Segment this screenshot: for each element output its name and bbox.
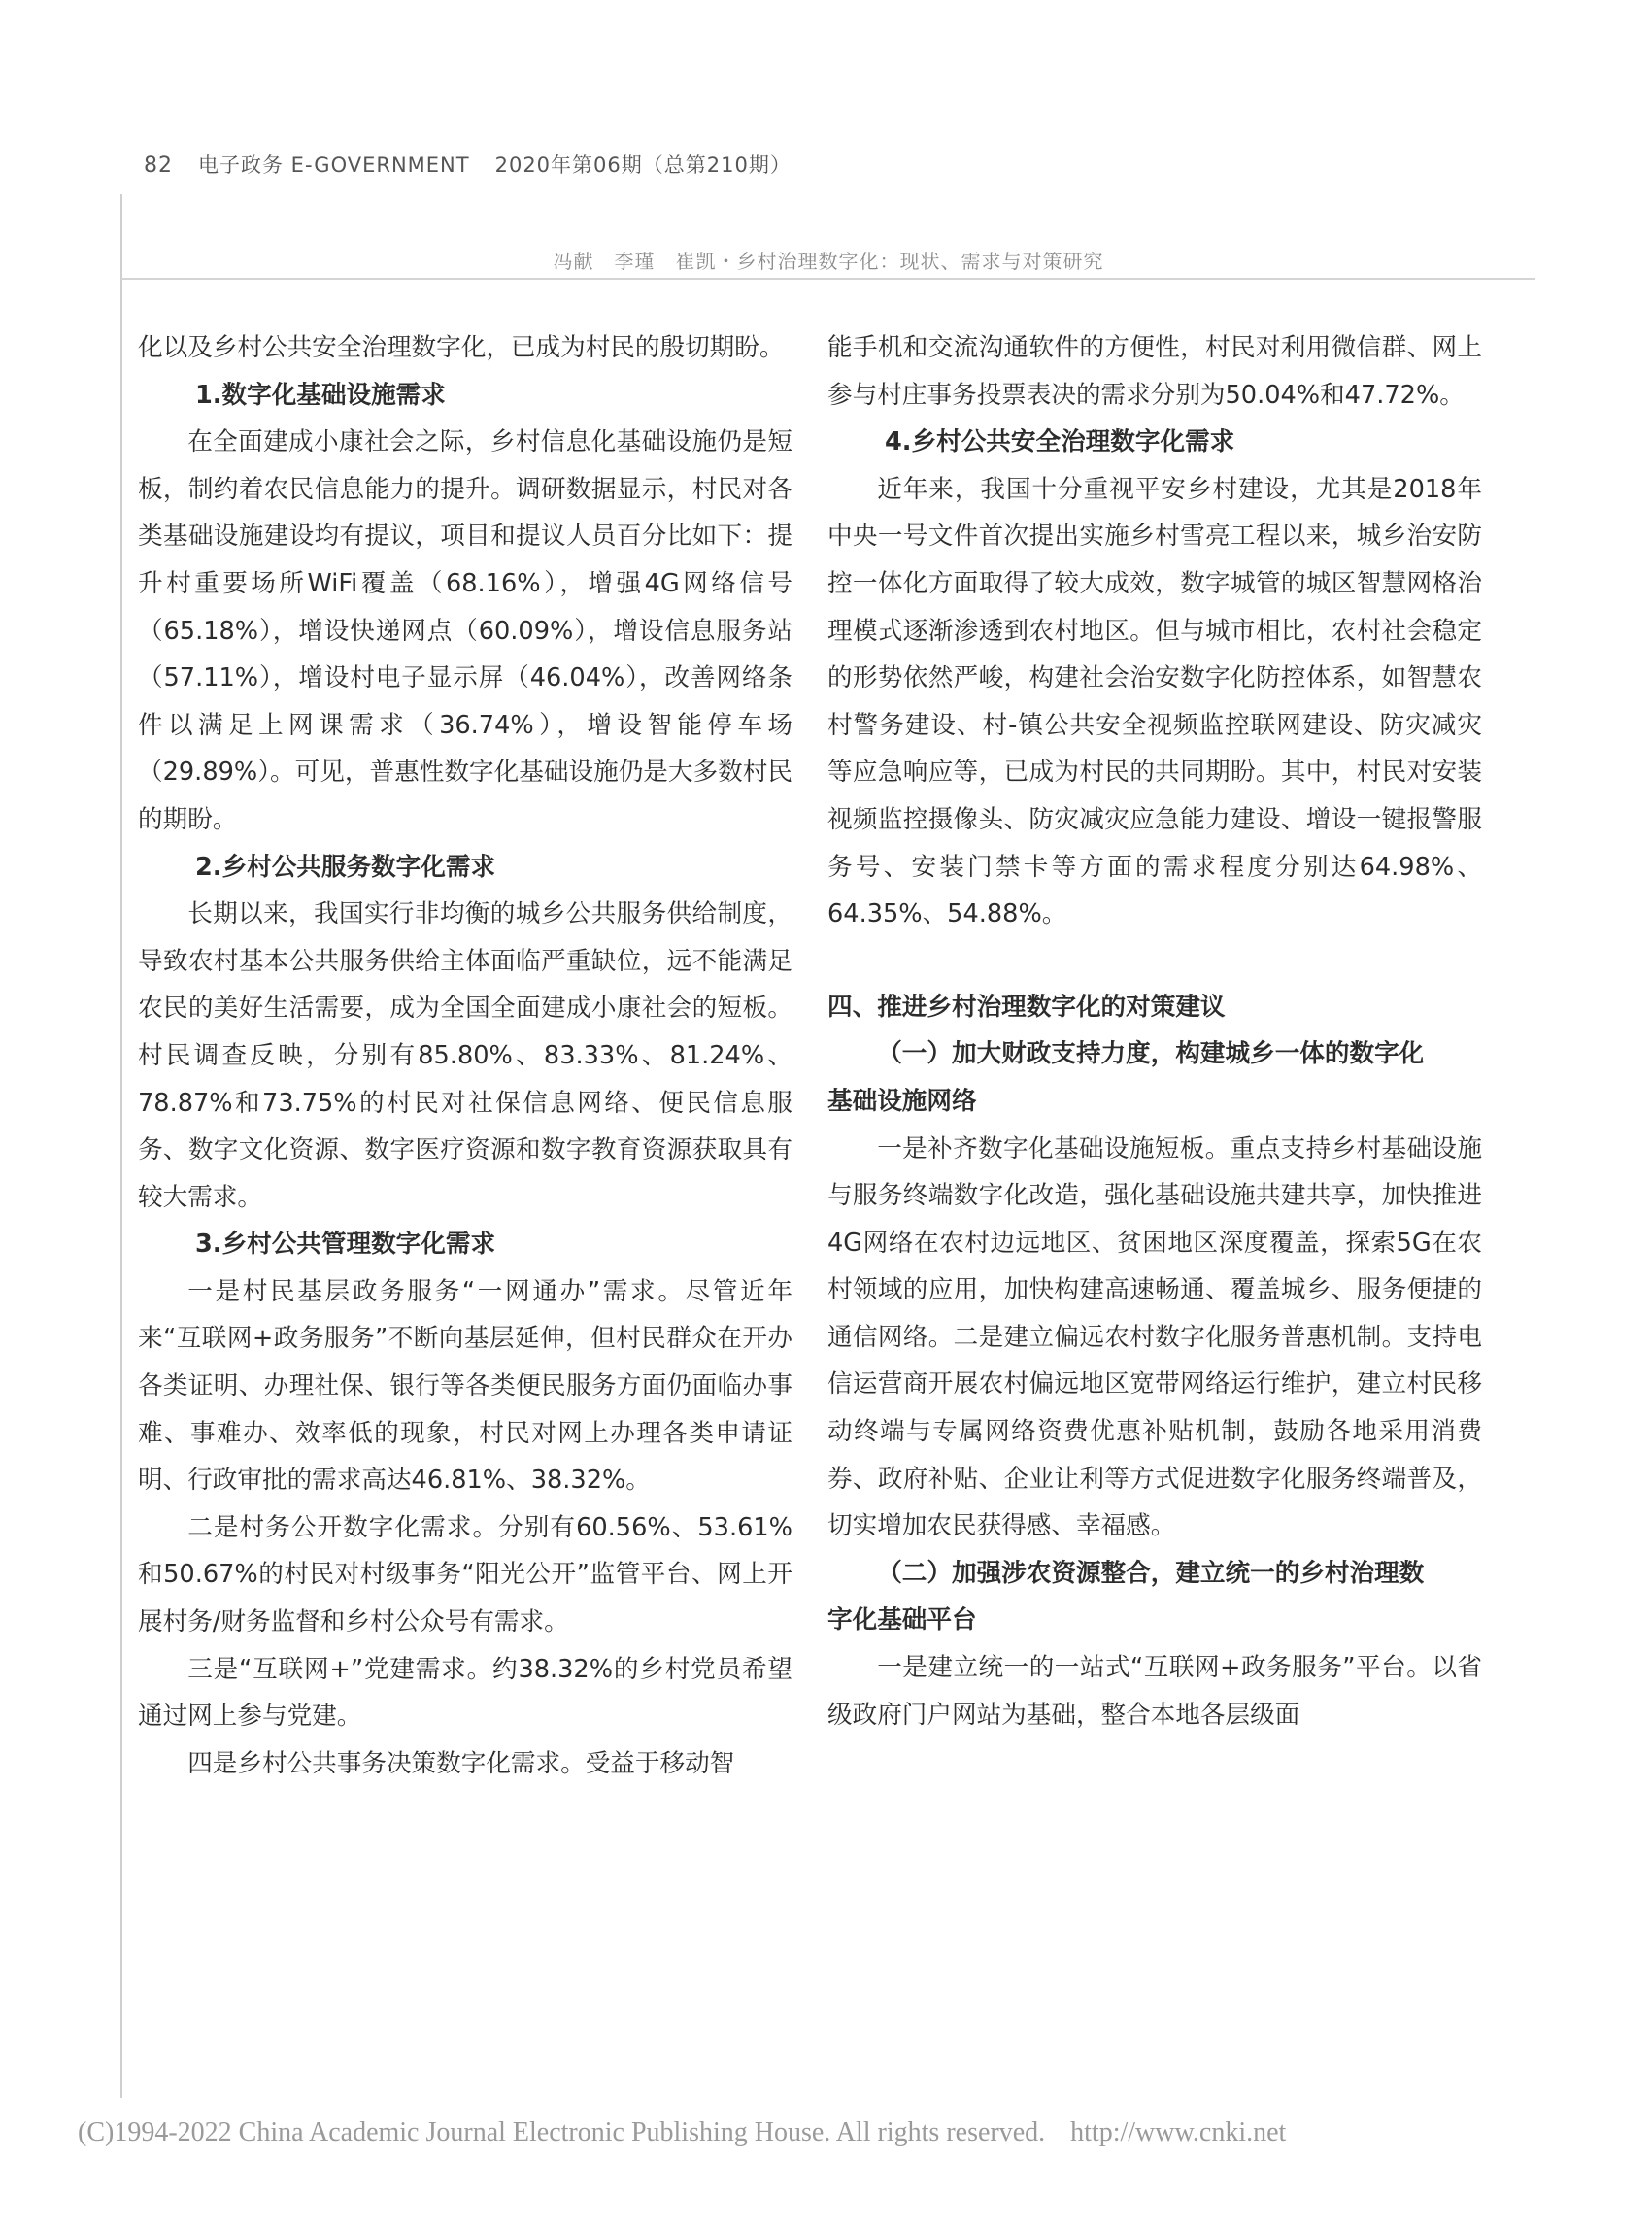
journal-name: 电子政务 E-GOVERNMENT — [198, 153, 470, 177]
subsection-heading: 4.乡村公共安全治理数字化需求 — [885, 427, 1235, 457]
header-divider — [121, 278, 1535, 280]
paragraph: 一是建立统一的一站式“互联网+政务服务”平台。以省级政府门户网站为基础，整合本地各层级面 — [827, 1653, 1482, 1730]
subheading-line: 基础设施网络 — [827, 1086, 977, 1116]
copyright-footer — [78, 2117, 1286, 2148]
subsection-heading: 2.乡村公共服务数字化需求 — [195, 852, 496, 882]
footer-url[interactable]: http://www.cnki.net — [1070, 2117, 1287, 2147]
paragraph: 四是乡村公共事务决策数字化需求。受益于移动智 — [187, 1748, 735, 1778]
left-margin-rule — [120, 194, 122, 2098]
section-heading: 四、推进乡村治理数字化的对策建议 — [827, 992, 1226, 1022]
paragraph: 二是村务公开数字化需求。分别有60.56%、53.61%和50.67%的村民对村级事务“阳光公开”监管平台、网上开展村务/财务监督和乡村公众号有需求。 — [138, 1512, 792, 1637]
subsection-heading: 3.乡村公共管理数字化需求 — [195, 1230, 496, 1260]
running-header — [144, 150, 817, 179]
page-number: 82 — [144, 153, 173, 178]
right-column — [827, 324, 1482, 1738]
paragraph: 能手机和交流沟通软件的方便性，村民对利用微信群、网上参与村庄事务投票表决的需求分别为50.04%和47.72%。 — [827, 333, 1482, 410]
paragraph: 一是补齐数字化基础设施短板。重点支持乡村基础设施与服务终端数字化改造，强化基础设施共建共享，加快推进4G网络在农村边远地区、贫困地区深度覆盖，探索5G在农村领域的应用，加快构建高速畅通、覆盖城乡、服务便捷的通信网络。二是建立偏远农村数字化服务普惠机制。支持电信运营商开展农村偏远地区宽带网络运行维护，建立村民移动终端与专属网络资费优惠补贴机制，鼓励各地采用消费券、政府补贴、企业让利等方式促进数字化服务终端普及，切实增加农民获得感、幸福感。 — [827, 1133, 1482, 1541]
article-running-title: 冯献 李瑾 崔凯・乡村治理数字化：现状、需求与对策研究 — [553, 250, 1104, 273]
issue-info: 2020年第06期（总第210期） — [494, 153, 792, 177]
paragraph: 一是村民基层政务服务“一网通办”需求。尽管近年来“互联网+政务服务”不断向基层延伸，但村民群众在开办各类证明、办理社保、银行等各类便民服务方面仍面临办事难、事难办、效率低的现象，村民对网上办理各类申请证明、行政审批的需求高达46.81%、38.32%。 — [138, 1276, 792, 1496]
paragraph: 长期以来，我国实行非均衡的城乡公共服务供给制度，导致农村基本公共服务供给主体面临严重缺位，远不能满足农民的美好生活需要，成为全国全面建成小康社会的短板。村民调查反映，分别有85.80%、83.33%、81.24%、78.87%和73.75%的村民对社保信息网络、便民信息服务、数字文化资源、数字医疗资源和数字教育资源获取具有较大需求。 — [138, 899, 792, 1212]
subheading-line: （一）加大财政支持力度，构建城乡一体的数字化 — [877, 1039, 1425, 1069]
paragraph: 近年来，我国十分重视平安乡村建设，尤其是2018年中央一号文件首次提出实施乡村雪亮工程以来，城乡治安防控一体化方面取得了较大成效，数字城管的城区智慧网格治理模式逐渐渗透到农村地区。但与城市相比，农村社会稳定的形势依然严峻，构建社会治安数字化防控体系，如智慧农村警务建设、村-镇公共安全视频监控联网建设、防灾减灾等应急响应等，已成为村民的共同期盼。其中，村民对安装视频监控摄像头、防灾减灾应急能力建设、增设一键报警服务号、安装门禁卡等方面的需求程度分别达64.98%、64.35%、54.88%。 — [827, 474, 1482, 929]
subheading-line: 字化基础平台 — [827, 1605, 977, 1636]
paragraph: 化以及乡村公共安全治理数字化，已成为村民的殷切期盼。 — [138, 333, 785, 362]
subsection-heading: 1.数字化基础设施需求 — [195, 380, 446, 410]
subheading-line: （二）加强涉农资源整合，建立统一的乡村治理数 — [877, 1558, 1425, 1588]
copyright-text: (C)1994-2022 China Academic Journal Electronic Publishing House. All rights reserved. — [78, 2117, 1046, 2147]
numbered-subheading — [827, 1030, 1482, 1125]
paragraph: 三是“互联网+”党建需求。约38.32%的乡村党员希望通过网上参与党建。 — [138, 1654, 792, 1732]
left-column — [138, 324, 792, 1787]
paragraph: 在全面建成小康社会之际，乡村信息化基础设施仍是短板，制约着农民信息能力的提升。调研数据显示，村民对各类基础设施建设均有提议，项目和提议人员百分比如下：提升村重要场所WiFi覆盖（68.16%），增强4G网络信号（65.18%），增设快递网点（60.09%），增设信息服务站（57.11%），增设村电子显示屏（46.04%），改善网络条件以满足上网课需求（36.74%），增设智能停车场（29.89%）。可见，普惠性数字化基础设施仍是大多数村民的期盼。 — [138, 427, 792, 834]
numbered-subheading — [827, 1550, 1482, 1644]
